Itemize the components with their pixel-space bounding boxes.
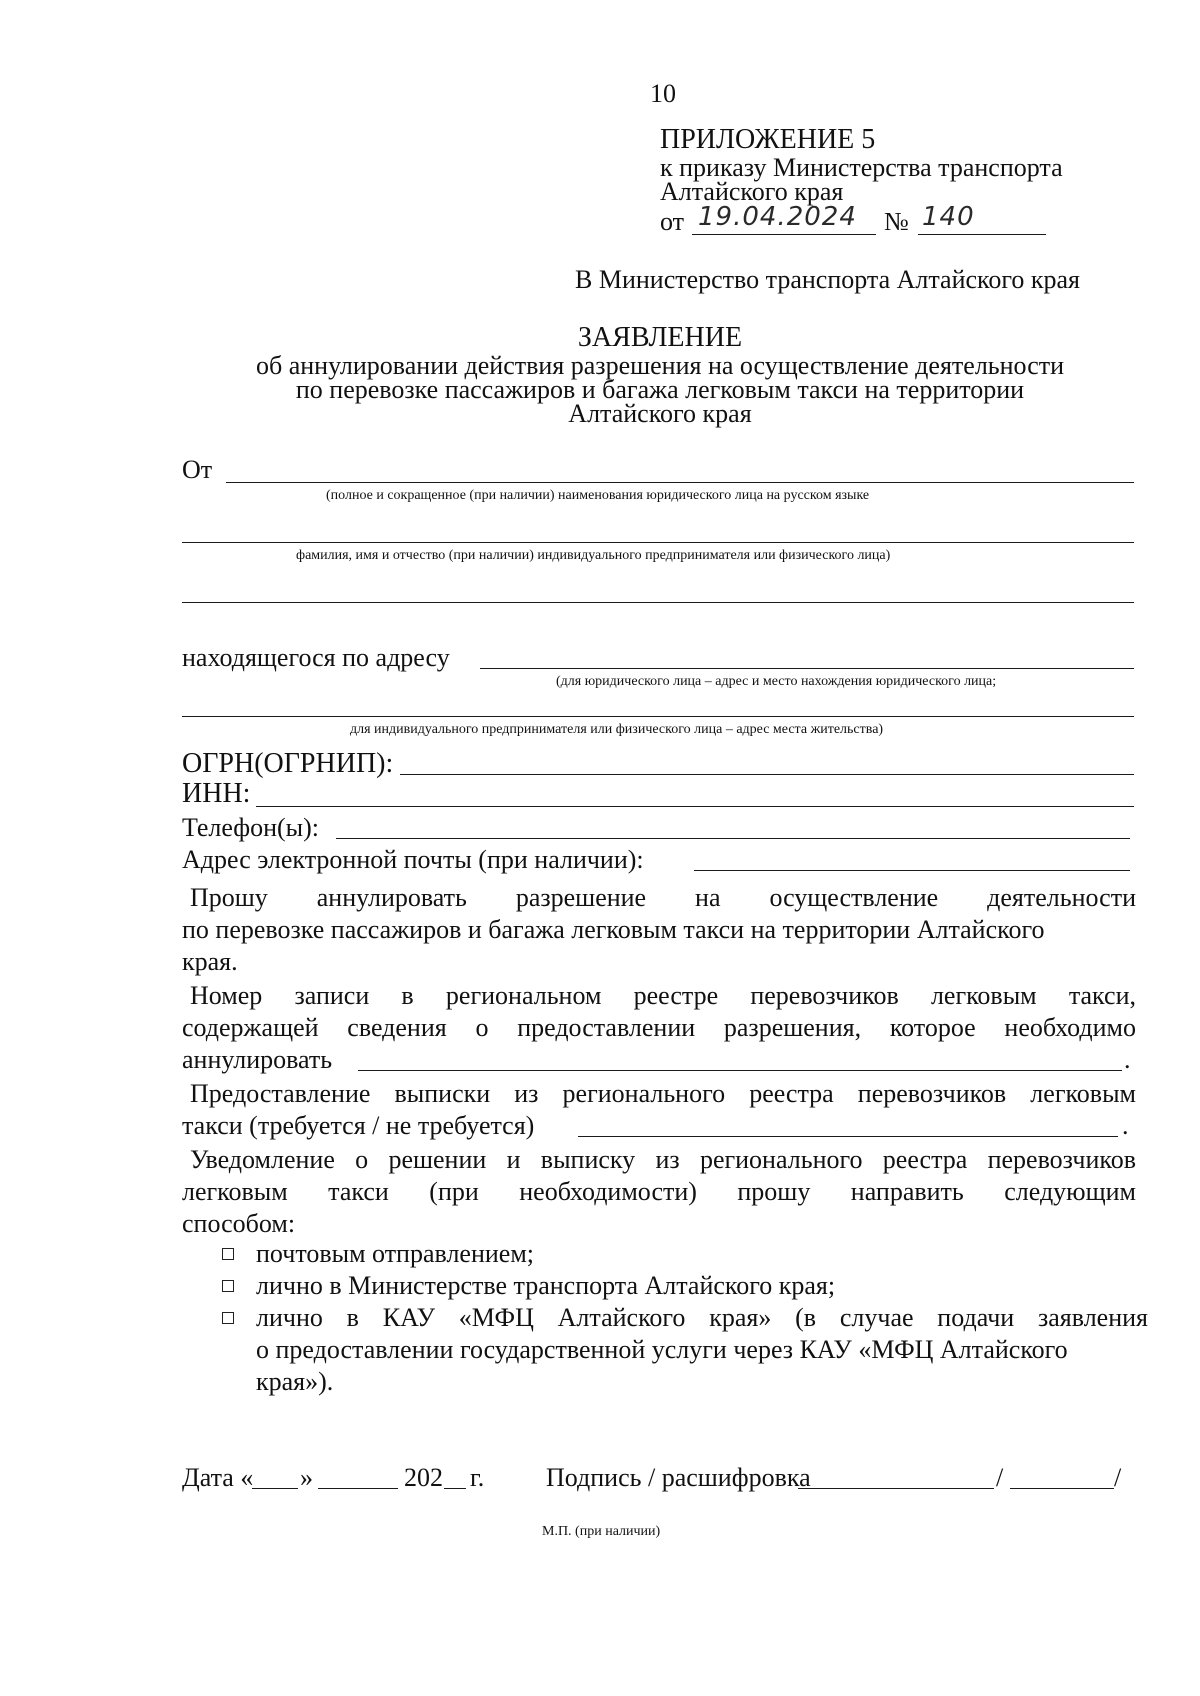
appendix-date-prefix: от xyxy=(660,207,685,236)
addressee: В Министерство транспорта Алтайского края xyxy=(575,265,1080,294)
statement-subtitle-line2: по перевозке пассажиров и багажа легковым такси на территории xyxy=(295,375,1025,404)
appendix-number-value: 140 xyxy=(922,202,975,232)
phone-line[interactable] xyxy=(336,838,1130,839)
record-number-line[interactable] xyxy=(358,1070,1122,1071)
extract-required-line[interactable] xyxy=(578,1136,1118,1137)
record-line2: содержащей сведения о предоставлении разрешения, которое необходимо xyxy=(182,1013,1136,1042)
record-dot: . xyxy=(1124,1045,1131,1074)
record-line3: аннулировать xyxy=(182,1045,333,1074)
option-mfc-label-line1: лично в КАУ «МФЦ Алтайского края» (в случае подачи заявления xyxy=(256,1303,1148,1332)
inn-line[interactable] xyxy=(256,806,1134,807)
appendix-number-prefix: № xyxy=(884,207,909,236)
from-label: От xyxy=(182,455,213,484)
request-line2: по перевозке пассажиров и багажа легковым такси на территории Алтайского xyxy=(182,915,1045,944)
request-line3: края. xyxy=(182,947,238,976)
inn-label: ИНН: xyxy=(182,778,251,809)
from-line-2[interactable] xyxy=(182,542,1134,543)
address-label: находящегося по адресу xyxy=(182,643,450,672)
from-hint-1: (полное и сокращенное (при наличии) наименования юридического лица на русском языке xyxy=(326,488,870,503)
request-line1: Прошу аннулировать разрешение на осуществление деятельности xyxy=(190,883,1136,912)
appendix-date-line xyxy=(692,234,876,235)
date-label: Дата « xyxy=(182,1463,254,1492)
signature-label: Подпись / расшифровка xyxy=(546,1463,811,1492)
option-ministry-label: лично в Министерстве транспорта Алтайского края; xyxy=(256,1271,836,1300)
email-line[interactable] xyxy=(694,870,1130,871)
appendix-number-line xyxy=(918,234,1046,235)
signature-slash-1: / xyxy=(996,1463,1004,1492)
appendix-date-value: 19.04.2024 xyxy=(698,202,857,232)
statement-subtitle-line1: об аннулировании действия разрешения на осуществление деятельности xyxy=(255,351,1065,380)
signature-decoding-line[interactable] xyxy=(1010,1488,1114,1489)
ogrn-label: ОГРН(ОГРНИП): xyxy=(182,748,394,779)
address-hint-1: (для юридического лица – адрес и место нахождения юридического лица; xyxy=(556,674,997,689)
page-number: 10 xyxy=(650,79,676,108)
extract-line1: Предоставление выписки из регионального реестра перевозчиков легковым xyxy=(190,1079,1136,1108)
date-month-line[interactable] xyxy=(318,1488,398,1489)
option-mail-checkbox[interactable] xyxy=(222,1248,234,1260)
date-year-prefix: 202 xyxy=(404,1463,443,1492)
ogrn-line[interactable] xyxy=(400,774,1134,775)
date-day-line[interactable] xyxy=(252,1488,298,1489)
signature-line[interactable] xyxy=(798,1488,994,1489)
stamp-note: М.П. (при наличии) xyxy=(542,1524,661,1539)
address-line-2[interactable] xyxy=(182,716,1134,717)
date-quote-close: » xyxy=(300,1463,313,1492)
address-line-1[interactable] xyxy=(480,668,1134,669)
from-hint-2: фамилия, имя и отчество (при наличии) индивидуального предпринимателя или физического лица) xyxy=(296,548,891,563)
statement-title: ЗАЯВЛЕНИЕ xyxy=(577,322,743,353)
date-year-suffix: г. xyxy=(470,1463,485,1492)
option-mfc-checkbox[interactable] xyxy=(222,1312,234,1324)
extract-dot: . xyxy=(1122,1111,1129,1140)
date-year-line[interactable] xyxy=(444,1488,466,1489)
from-line-1[interactable] xyxy=(226,482,1134,483)
notify-line2: легковым такси (при необходимости) прошу направить следующим xyxy=(182,1177,1136,1206)
option-ministry-checkbox[interactable] xyxy=(222,1280,234,1292)
appendix-title: ПРИЛОЖЕНИЕ 5 xyxy=(660,124,876,155)
statement-subtitle-line3: Алтайского края xyxy=(568,399,752,428)
address-hint-2: для индивидуального предпринимателя или физического лица – адрес места жительства) xyxy=(350,722,884,737)
signature-slash-2: / xyxy=(1114,1463,1122,1492)
option-mail-label: почтовым отправлением; xyxy=(256,1239,535,1268)
option-mfc-label-line2: о предоставлении государственной услуги через КАУ «МФЦ Алтайского xyxy=(256,1335,1068,1364)
extract-line2: такси (требуется / не требуется) xyxy=(182,1111,535,1140)
appendix-line1: к приказу Министерства транспорта xyxy=(660,153,1063,182)
from-line-3[interactable] xyxy=(182,602,1134,603)
appendix-line2: Алтайского края xyxy=(660,177,844,206)
option-mfc-label-line3: края»). xyxy=(256,1367,334,1396)
record-line1: Номер записи в региональном реестре перевозчиков легковым такси, xyxy=(190,981,1136,1010)
phone-label: Телефон(ы): xyxy=(182,813,320,842)
notify-line3: способом: xyxy=(182,1209,296,1238)
email-label: Адрес электронной почты (при наличии): xyxy=(182,845,644,874)
notify-line1: Уведомление о решении и выписку из регионального реестра перевозчиков xyxy=(190,1145,1136,1174)
